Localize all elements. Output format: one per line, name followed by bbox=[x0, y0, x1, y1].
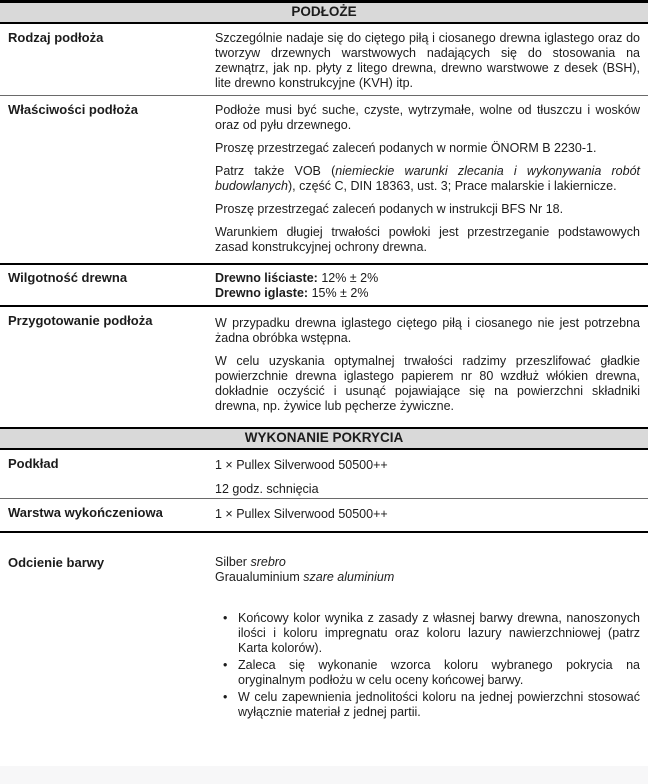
paragraph: Podłoże musi być suche, czyste, wytrzymałe, wolne od tłuszczu i wosków oraz od pyłu drzewnego. bbox=[215, 103, 640, 132]
paragraph: 1 × Pullex Silverwood 50500++ bbox=[215, 458, 388, 472]
shade-silber bbox=[215, 555, 640, 570]
shade-name: Graualuminium bbox=[215, 570, 300, 584]
row-label-warstwa-wykonczeniowa: Warstwa wykończeniowa bbox=[8, 505, 163, 520]
section-header-wykonanie-pokrycia bbox=[0, 427, 648, 450]
bullet-icon: • bbox=[223, 690, 228, 704]
paragraph: 1 × Pullex Silverwood 50500++ bbox=[215, 507, 388, 521]
row-content-odcienie-barwy bbox=[215, 555, 648, 720]
row-content-podklad bbox=[215, 450, 648, 498]
paragraph: Szczególnie nadaje się do ciętego piłą i ciosanego drewna iglastego oraz do tworzyw drzewnych warstwowych nadających się do stosowania na zewnątrz, jak np. płyty z litego drewna, drewno warstwowe z desek (BSH), lite drewno konstrukcyjne (KVH) itp. bbox=[215, 31, 640, 90]
paragraph-text: ), część C, DIN 18363, ust. 3; Prace malarskie i lakiernicze. bbox=[287, 179, 617, 193]
row-warstwa-wykonczeniowa bbox=[0, 498, 648, 531]
row-podklad bbox=[0, 450, 648, 498]
paragraph-italic-text: niemieckie warunki zlecania i wykonywania robót budowlanych bbox=[215, 164, 640, 193]
row-content-wlasciwosci-podloza bbox=[215, 96, 648, 263]
list-item-text: W celu zapewnienia jednolitości koloru na jednej powierzchni stosować wyłącznie materiał z jednej partii. bbox=[238, 690, 640, 719]
row-content-przygotowanie-podloza bbox=[215, 307, 648, 427]
row-przygotowanie-podloza bbox=[0, 305, 648, 427]
paragraph bbox=[215, 164, 640, 194]
moisture-line-softwood bbox=[215, 286, 640, 301]
paragraph: Proszę przestrzegać zaleceń podanych w normie ÖNORM B 2230-1. bbox=[215, 141, 597, 155]
shade-translation: szare aluminium bbox=[303, 570, 395, 584]
list-item-text: Końcowy kolor wynika z zasady z własnej barwy drewna, nanoszonych ilości i koloru impregnatu oraz koloru lazury nawierzchniowej (patrz Karta kolorów). bbox=[238, 611, 640, 655]
bullet-icon: • bbox=[223, 658, 228, 672]
shade-name: Silber bbox=[215, 555, 247, 569]
list-item-text: Zaleca się wykonanie wzorca koloru wybranego pokrycia na oryginalnym podłożu w celu oceny końcowej barwy. bbox=[238, 658, 640, 687]
section-odcienie-barwy bbox=[0, 555, 648, 720]
row-label-przygotowanie-podloza: Przygotowanie podłoża bbox=[8, 313, 153, 328]
section-header-podloze-title: PODŁOŻE bbox=[291, 4, 357, 19]
section-header-podloze bbox=[0, 0, 648, 24]
row-label-rodzaj-podloza: Rodzaj podłoża bbox=[8, 30, 104, 45]
bullet-icon: • bbox=[223, 611, 228, 625]
paragraph-text: Patrz także VOB ( bbox=[215, 164, 336, 178]
row-label-wlasciwosci-podloza: Właściwości podłoża bbox=[8, 102, 139, 117]
shade-translation: srebro bbox=[250, 555, 286, 569]
row-content-rodzaj-podloza bbox=[215, 24, 648, 95]
list-item bbox=[218, 690, 640, 720]
row-rodzaj-podloza bbox=[0, 24, 648, 95]
list-item bbox=[218, 658, 640, 688]
list-item bbox=[218, 611, 640, 656]
table-end-rule bbox=[0, 531, 648, 533]
moisture-label: Drewno iglaste: bbox=[215, 286, 309, 300]
page-bottom-shading bbox=[0, 766, 648, 784]
section-header-wykonanie-pokrycia-title: WYKONANIE POKRYCIA bbox=[244, 430, 404, 445]
paragraph: Proszę przestrzegać zaleceń podanych w instrukcji BFS Nr 18. bbox=[215, 202, 564, 216]
row-wilgotnosc-drewna bbox=[0, 263, 648, 305]
row-content-wilgotnosc-drewna bbox=[215, 265, 648, 305]
paragraph: W przypadku drewna iglastego ciętego piłą i ciosanego nie jest potrzebna żadna obróbka wstępna. bbox=[215, 316, 640, 345]
paragraph: Warunkiem długiej trwałości powłoki jest przestrzeganie podstawowych zasad konstrukcyjnej ochrony drewna. bbox=[215, 225, 640, 254]
paragraph: W celu uzyskania optymalnej trwałości radzimy przeszlifować gładkie powierzchnie drewna iglastego papierem nr 80 wzdłuż włókien drewna, dokładnie oczyścić i usunąć pojawiające się na powierzchni składniki drewna, np. żywice lub pęcherze żywiczne. bbox=[215, 354, 640, 413]
moisture-line-hardwood bbox=[215, 271, 640, 286]
moisture-value: 15% ± 2% bbox=[311, 286, 369, 300]
moisture-label: Drewno liściaste: bbox=[215, 271, 318, 285]
row-content-warstwa-wykonczeniowa bbox=[215, 499, 648, 531]
row-label-odcienie-barwy: Odcienie barwy bbox=[8, 555, 105, 570]
row-wlasciwosci-podloza bbox=[0, 95, 648, 263]
shade-graualuminium bbox=[215, 570, 640, 585]
row-label-wilgotnosc-drewna: Wilgotność drewna bbox=[8, 270, 128, 285]
row-label-podklad: Podkład bbox=[8, 456, 59, 471]
moisture-value: 12% ± 2% bbox=[321, 271, 379, 285]
paragraph: 12 godz. schnięcia bbox=[215, 482, 319, 496]
color-notes-list bbox=[215, 611, 640, 720]
